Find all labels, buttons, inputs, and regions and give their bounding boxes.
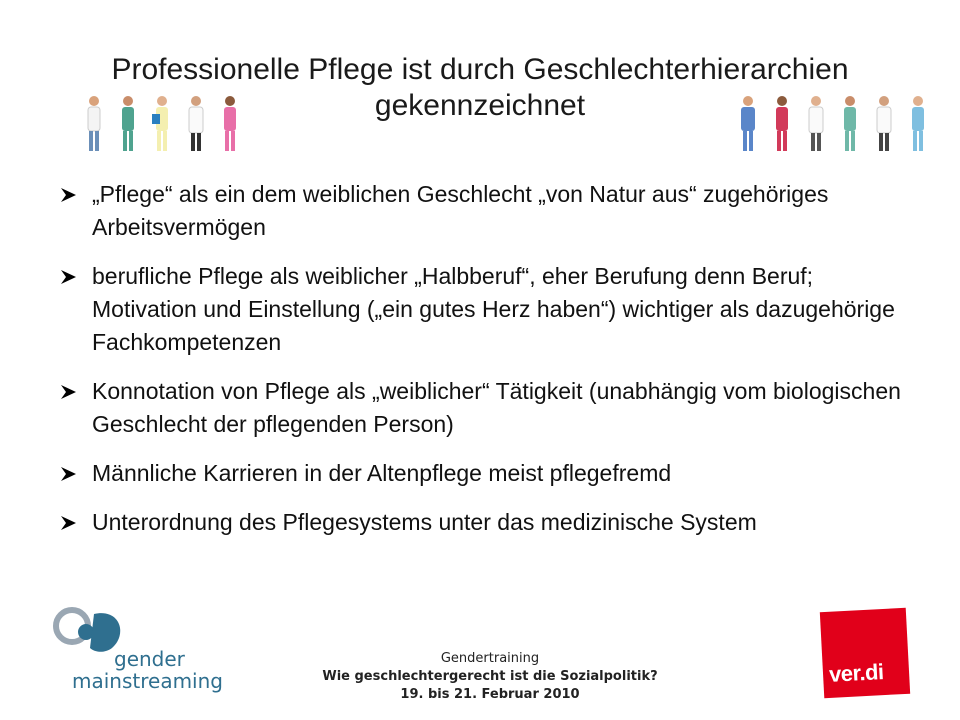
verdi-logo	[820, 608, 910, 698]
arrow-bullet-icon	[60, 268, 78, 286]
nurse-figure-icon	[734, 94, 762, 156]
nurse-figure-icon	[80, 94, 108, 156]
care-staff-figures-left	[80, 94, 244, 156]
logo-line-gender: gender	[114, 647, 185, 671]
footer	[300, 650, 680, 704]
gender-mainstreaming-wordmark	[72, 648, 223, 692]
footer-event-name: Gendertraining	[440, 651, 540, 666]
bullet-item	[60, 260, 910, 359]
doctor-figure-icon	[802, 94, 830, 156]
bullet-text: „Pflege“ als ein dem weiblichen Geschlecht „von Natur aus“ zugehöriges Arbeitsvermögen	[92, 181, 829, 240]
nurse-figure-icon	[768, 94, 796, 156]
footer-subtitle: Wie geschlechtergerecht ist die Sozialpolitik?	[322, 669, 658, 684]
bullet-text: Konnotation von Pflege als „weiblicher“ Tätigkeit (unabhängig vom biologischen Geschlecht der pflegenden Person)	[92, 378, 901, 437]
verdi-logo-text: ver.di	[828, 659, 885, 687]
bullet-item	[60, 375, 910, 441]
bullet-item	[60, 506, 910, 539]
footer-date: 19. bis 21. Februar 2010	[400, 687, 580, 702]
bullet-text: Unterordnung des Pflegesystems unter das medizinische System	[92, 509, 757, 535]
slide-title: Professionelle Pflege ist durch Geschlechterhierarchien gekennzeichnet	[111, 53, 849, 122]
care-staff-figures-right	[734, 94, 932, 156]
arrow-bullet-icon	[60, 465, 78, 483]
nurse-figure-icon	[216, 94, 244, 156]
nurse-figure-icon	[904, 94, 932, 156]
nurse-figure-icon	[836, 94, 864, 156]
bullet-list	[60, 178, 910, 555]
logo-line-mainstreaming: mainstreaming	[72, 669, 223, 693]
nurse-figure-icon	[148, 94, 176, 156]
arrow-bullet-icon	[60, 383, 78, 401]
bullet-item	[60, 178, 910, 244]
nurse-figure-icon	[114, 94, 142, 156]
arrow-bullet-icon	[60, 186, 78, 204]
bullet-item	[60, 457, 910, 490]
bullet-text: berufliche Pflege als weiblicher „Halbberuf“, eher Berufung denn Beruf; Motivation und Einstellung („ein gutes Herz haben“) wichtiger als dazugehörige Fachkompetenzen	[92, 263, 895, 355]
bullet-text: Männliche Karrieren in der Altenpflege meist pflegefremd	[92, 460, 672, 486]
arrow-bullet-icon	[60, 514, 78, 532]
doctor-figure-icon	[870, 94, 898, 156]
doctor-figure-icon	[182, 94, 210, 156]
